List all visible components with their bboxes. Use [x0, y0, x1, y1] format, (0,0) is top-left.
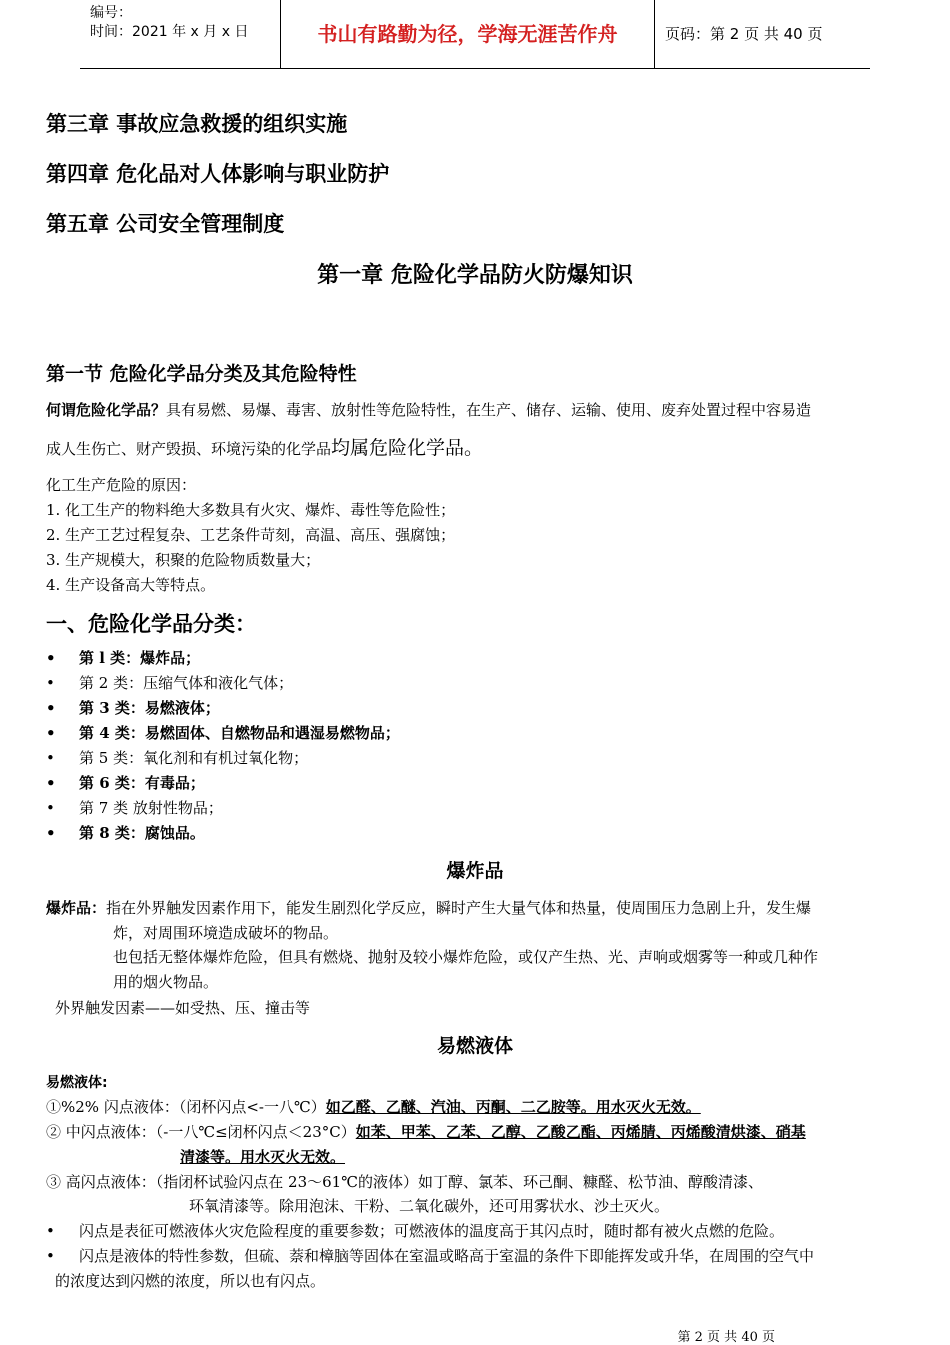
classification-item-text: 第 3 类：易燃液体；: [79, 699, 220, 717]
flammable-mid-line-2: [180, 1146, 345, 1167]
footer-page-number: 第 2 页 共 40 页: [677, 1330, 775, 1345]
bullet-glyph: •: [46, 699, 56, 717]
classification-item-text: 第 2 类：压缩气体和液化气体；: [79, 674, 294, 692]
classification-item-text: 第 6 类：有毒品；: [79, 774, 205, 792]
classification-heading: 一、危险化学品分类：: [46, 612, 256, 636]
flammable-low-prefix: ①%2% 闪点液体：（闭杯闪点<-一八℃）: [46, 1098, 326, 1116]
flammable-lead: 易燃液体:: [46, 1075, 108, 1091]
definition-line-1: [46, 399, 811, 420]
bullet-glyph: •: [46, 674, 55, 692]
definition-emphasis: 均属危险化学品。: [331, 437, 484, 459]
flash-point-text-1: 闪点是表征可燃液体火灾危险程度的重要参数；可燃液体的温度高于其闪点时，随时都有被火点燃的危险。: [79, 1222, 785, 1240]
classification-item: [46, 672, 293, 693]
header-number: 编号：: [90, 5, 132, 21]
classification-item: [46, 747, 308, 768]
toc-chapter-3: 第三章 事故应急救援的组织实施: [46, 112, 348, 136]
bullet-glyph: •: [46, 774, 56, 792]
bullet-glyph: •: [46, 824, 56, 842]
explosives-lead: 爆炸品：: [46, 899, 107, 917]
page-header: [80, 0, 870, 69]
classification-item-text: 第 7 类 放射性物品；: [79, 799, 223, 817]
explosives-text-4: 用的烟火物品。: [113, 973, 219, 991]
chapter-title: 第一章 危险化学品防火防爆知识: [317, 263, 633, 288]
bullet-glyph: •: [46, 1222, 55, 1240]
flash-point-bullet-2: [46, 1245, 814, 1266]
explosives-heading: 爆炸品: [446, 860, 504, 882]
header-date: 时间：2021 年 x 月 x 日: [90, 24, 249, 40]
classification-item-text: 第 l 类：爆炸品；: [79, 649, 201, 667]
bullet-glyph: •: [46, 799, 55, 817]
flash-point-text-2b: 的浓度达到闪燃的浓度，所以也有闪点。: [55, 1272, 326, 1290]
bullet-glyph: •: [46, 1247, 55, 1265]
page-footer: [0, 1326, 950, 1345]
flammable-low: [46, 1096, 701, 1117]
classification-item-text: 第 8 类：腐蚀品。: [79, 824, 205, 842]
classification-item: [46, 797, 223, 818]
explosives-text-1: 指在外界触发因素作用下，能发生剧烈化学反应，瞬时产生大量气体和热量，使周围压力急剧上升，发生爆: [106, 899, 812, 917]
bullet-glyph: •: [46, 649, 56, 667]
toc-chapter-4: 第四章 危化品对人体影响与职业防护: [46, 162, 390, 186]
definition-text: 具有易燃、易爆、毒害、放射性等危险特性，在生产、储存、运输、使用、废弃处置过程中容易造: [166, 401, 812, 419]
classification-item: [46, 772, 205, 793]
flammable-mid: [46, 1121, 806, 1142]
definition-lead: 何谓危险化学品？: [46, 401, 167, 419]
classification-item: [46, 822, 205, 843]
classification-item: [46, 647, 200, 668]
flammable-mid-examples-2: 清漆等。用水灭火无效。: [180, 1148, 346, 1166]
reason-item: 2. 生产工艺过程复杂、工艺条件苛刻，高温、高压、强腐蚀；: [46, 526, 456, 544]
reason-item: 4. 生产设备高大等特点。: [46, 576, 216, 594]
reason-item: 3. 生产规模大，积聚的危险物质数量大；: [46, 551, 321, 569]
section-title: 第一节 危险化学品分类及其危险特性: [46, 363, 357, 385]
reasons-heading: 化工生产危险的原因：: [46, 476, 197, 494]
flammable-high-line-2: 环氧清漆等。除用泡沫、干粉、二氧化碳外，还可用雾状水、沙土灭火。: [189, 1197, 670, 1215]
flammable-low-examples: 如乙醛、乙醚、汽油、丙酮、二乙胺等。用水灭火无效。: [325, 1098, 701, 1116]
definition-text-2: 成人生伤亡、财产毁损、环境污染的化学品: [46, 440, 332, 458]
classification-item-text: 第 4 类：易燃固体、自燃物品和遇湿易燃物品；: [79, 724, 400, 742]
flammable-mid-prefix: ② 中闪点液体：（-一八℃≤闭杯闪点＜23°C）: [46, 1123, 356, 1141]
toc-chapter-5: 第五章 公司安全管理制度: [46, 212, 285, 236]
header-motto: 书山有路勤为径，学海无涯苦作舟: [280, 0, 655, 68]
reason-item: 1. 化工生产的物料绝大多数具有火灾、爆炸、毒性等危险性；: [46, 501, 456, 519]
flammable-heading: 易燃液体: [436, 1035, 513, 1057]
bullet-glyph: •: [46, 724, 56, 742]
header-meta: [80, 0, 280, 68]
flammable-mid-examples: 如苯、甲苯、乙苯、乙醇、乙酸乙酯、丙烯腈、丙烯酸清烘漆、硝基: [355, 1123, 806, 1141]
flammable-high: ③ 高闪点液体：（指闭杯试验闪点在 23～61℃的液体）如丁醇、氯苯、环己酮、糠醛、松节油、醇酸清漆、: [46, 1173, 763, 1191]
bullet-glyph: •: [46, 749, 55, 767]
explosives-text-2: 炸，对周围环境造成破坏的物品。: [113, 924, 339, 942]
classification-item: [46, 697, 220, 718]
definition-line-2: [46, 433, 483, 460]
header-page: 页码：第 2 页 共 40 页: [665, 25, 823, 43]
explosives-line-1: [46, 897, 811, 918]
flash-point-text-2: 闪点是液体的特性参数，但硫、萘和樟脑等固体在室温或略高于室温的条件下即能挥发或升华，在周围的空气中: [79, 1247, 815, 1265]
classification-item-text: 第 5 类：氧化剂和有机过氧化物；: [79, 749, 309, 767]
classification-item: [46, 722, 400, 743]
flash-point-bullet-1: [46, 1220, 784, 1241]
explosives-note: 外界触发因素——如受热、压、撞击等: [55, 999, 311, 1017]
explosives-text-3: 也包括无整体爆炸危险，但具有燃烧、抛射及较小爆炸危险，或仅产生热、光、声响或烟雾等一种或几种作: [113, 948, 819, 966]
